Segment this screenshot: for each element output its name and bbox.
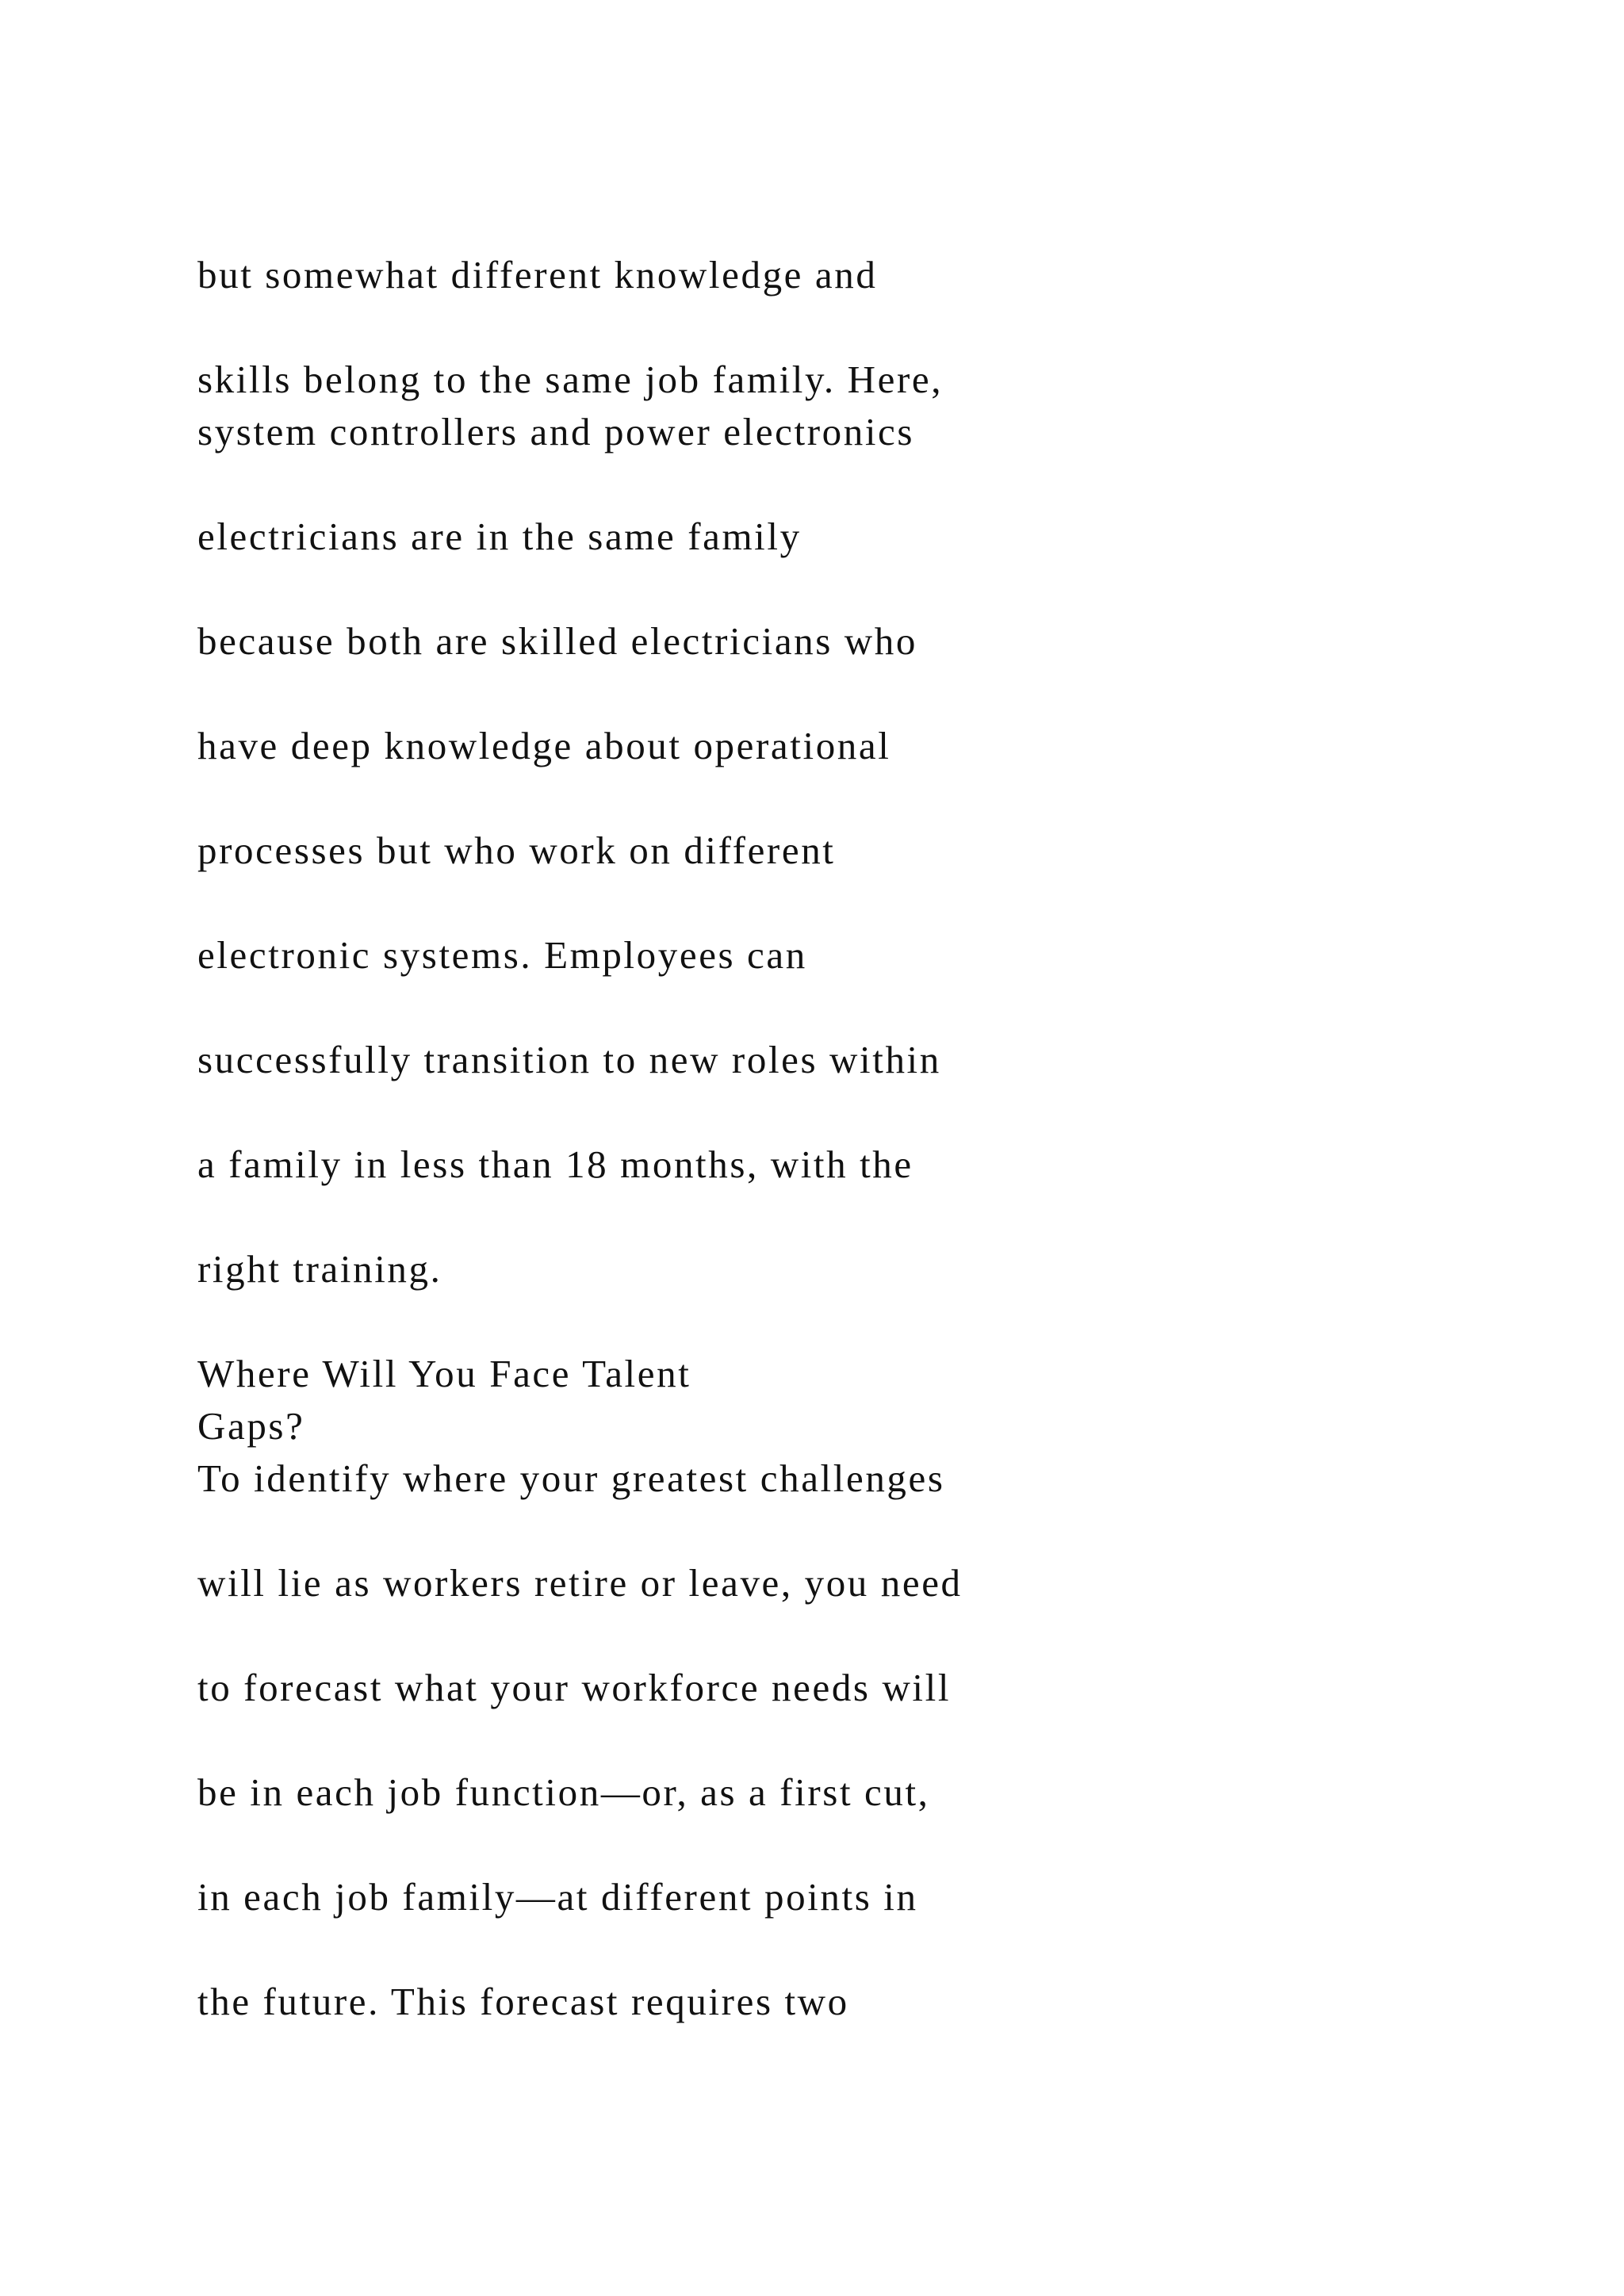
body-text-line: a family in less than 18 months, with the	[197, 1142, 914, 1186]
body-text-line: will lie as workers retire or leave, you need	[197, 1561, 963, 1605]
body-text-line: processes but who work on different	[197, 828, 836, 872]
body-text-line: but somewhat different knowledge and	[197, 253, 878, 297]
body-text-line: because both are skilled electricians who	[197, 619, 917, 663]
body-text-line: electronic systems. Employees can	[197, 933, 807, 977]
body-text-line: right training.	[197, 1247, 442, 1291]
body-text-line: system controllers and power electronics	[197, 410, 915, 453]
section-heading-line: Gaps?	[197, 1404, 305, 1448]
body-text-line: skills belong to the same job family. Here,	[197, 358, 944, 401]
body-text-line: be in each job function—or, as a first cut,	[197, 1770, 930, 1814]
body-text-line: have deep knowledge about operational	[197, 724, 891, 767]
body-text-line: to forecast what your workforce needs will	[197, 1666, 952, 1709]
body-text-line: successfully transition to new roles within	[197, 1038, 941, 1081]
body-text-line: the future. This forecast requires two	[197, 1980, 849, 2023]
body-text-line: electricians are in the same family	[197, 515, 802, 558]
body-text-line: in each job family—at different points in	[197, 1875, 918, 1919]
section-heading-line: Where Will You Face Talent	[197, 1352, 691, 1395]
body-text-line: To identify where your greatest challenges	[197, 1456, 945, 1500]
